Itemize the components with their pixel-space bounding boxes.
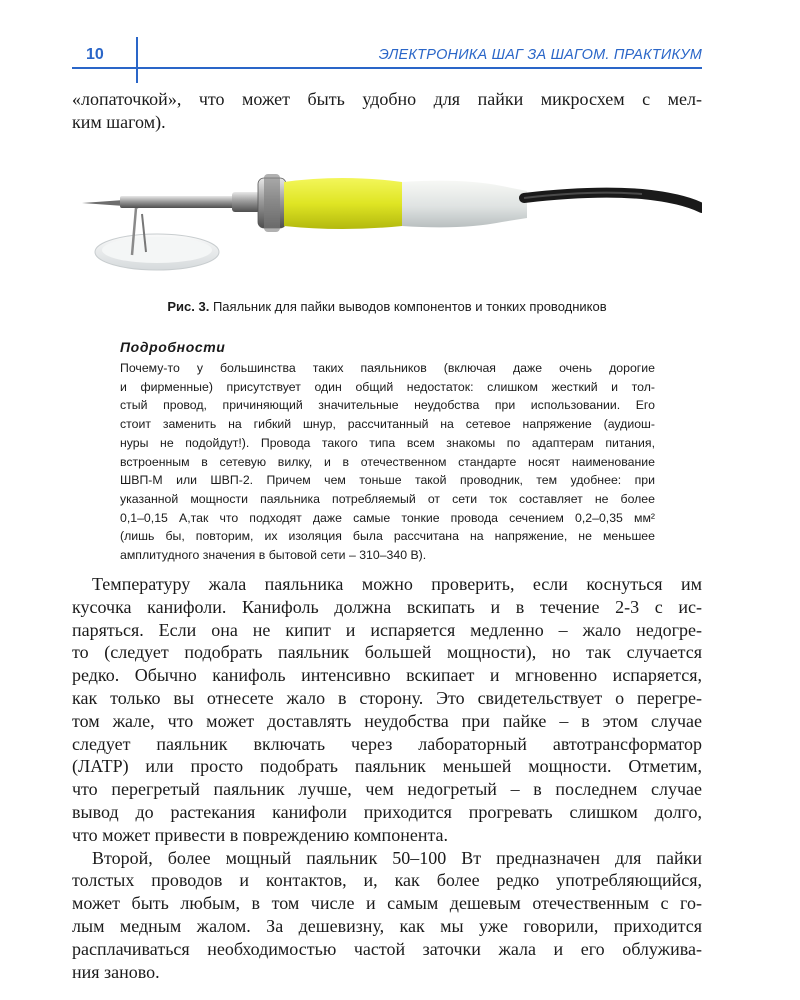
- paragraph-1: [72, 573, 702, 847]
- text-line: что перегретый паяльник лучше, чем недогретый – в последнем случае: [72, 779, 702, 800]
- header-rule: [72, 67, 702, 69]
- paragraph-2: [72, 847, 702, 984]
- text-line: лым медным жалом. За дешевизну, как мы уже говорили, приходится: [72, 915, 702, 936]
- white-handle: [402, 181, 527, 228]
- text-line: что может привести в повреждению компонента.: [72, 824, 449, 845]
- body-text: [72, 573, 702, 983]
- text-line: следует паяльник включать через лабораторный автотрансформатор: [72, 733, 702, 754]
- intro-text: [72, 88, 702, 134]
- text-line: расплачиваться необходимостью частой заточки жала и его облужива-: [72, 938, 702, 959]
- text-line: ким шагом).: [72, 111, 166, 132]
- figure-caption: [72, 299, 702, 314]
- details-line: встроенным в сетевую вилку, и в отечественном стандарте носят наименование: [120, 454, 655, 469]
- details-title: Подробности: [120, 339, 226, 355]
- text-line: то (следует подобрать паяльник большей мощности), но так случается: [72, 642, 702, 663]
- details-box: [120, 339, 655, 565]
- soldering-iron-illustration: [72, 160, 702, 285]
- text-line: редко. Обычно канифоль интенсивно вскипает и мгновенно испаряется,: [72, 665, 702, 686]
- details-line: стоит заменить на гибкий шнур, рассчитанный на сетевое напряжение (аудиош-: [120, 417, 655, 432]
- details-line: 0,1–0,15 А,так что подходят даже самые тонкие провода сечением 0,2–0,35 мм²: [120, 510, 655, 525]
- text-line: вывод до растекания канифоли приходится прогревать слишком долго,: [72, 801, 702, 822]
- text-line: Второй, более мощный паяльник 50–100 Вт предназначен для пайки: [92, 847, 702, 868]
- details-line: амплитудного значения в бытовой сети – 310–340 В).: [120, 548, 427, 563]
- page-number: 10: [86, 46, 104, 63]
- details-line: указанной мощности паяльника потребляемый от сети ток составляет не более: [120, 491, 655, 506]
- caption-label: Рис. 3.: [167, 299, 210, 314]
- details-line: (лишь бы, повторим, их изоляция была рассчитана на напряжение, не меньшее: [120, 529, 655, 544]
- details-line: и фирменные) присутствует один общий недостаток: слишком жесткий и тол-: [120, 379, 655, 394]
- text-line: (ЛАТР) или просто подобрать паяльник меньшей мощности. Отметим,: [72, 756, 702, 777]
- text-line: «лопаточкой», что может быть удобно для пайки микросхем с мел-: [72, 89, 702, 109]
- text-line: том жале, что может доставлять неудобства при пайке – в этом случае: [72, 710, 702, 731]
- text-line: может быть любым, в том числе и самым дешевым отечественным с го-: [72, 893, 702, 914]
- text-line: кусочка канифоли. Канифоль должна вскипать и в течение 2-3 с ис-: [72, 596, 702, 617]
- text-line: ния заново.: [72, 961, 160, 982]
- header-divider-vertical: [136, 37, 138, 83]
- text-line: толстых проводов и контактов, и, как более редко употребляющийся,: [72, 870, 702, 891]
- text-line: как только вы отнесете жало в сторону. Это свидетельствует о перегре-: [72, 687, 702, 708]
- soldering-iron-figure: [72, 160, 702, 285]
- caption-text: Паяльник для пайки выводов компонентов и тонких проводников: [212, 299, 607, 314]
- soldering-tip: [82, 200, 124, 206]
- text-line: Температуру жала паяльника можно проверить, если коснуться им: [92, 574, 702, 594]
- details-body: [120, 359, 655, 565]
- text-line: паряться. Если она не кипит и испаряется медленно – жало недогре-: [72, 619, 702, 640]
- details-line: нуры не подойдут!). Провода такого типа всем знакомы по адаптерам питания,: [120, 435, 655, 450]
- running-title: ЭЛЕКТРОНИКА ШАГ ЗА ШАГОМ. ПРАКТИКУМ: [378, 47, 702, 63]
- yellow-grip: [284, 178, 402, 229]
- details-line: ШВП-М или ШВП-2. Причем чем тоньше такой проводник, тем удобнее: при: [120, 473, 655, 488]
- details-line: стый провод, причиняющий значительные неудобства при использовании. Его: [120, 398, 655, 413]
- details-line: Почему-то у большинства таких паяльников (включая даже очень дорогие: [120, 361, 655, 375]
